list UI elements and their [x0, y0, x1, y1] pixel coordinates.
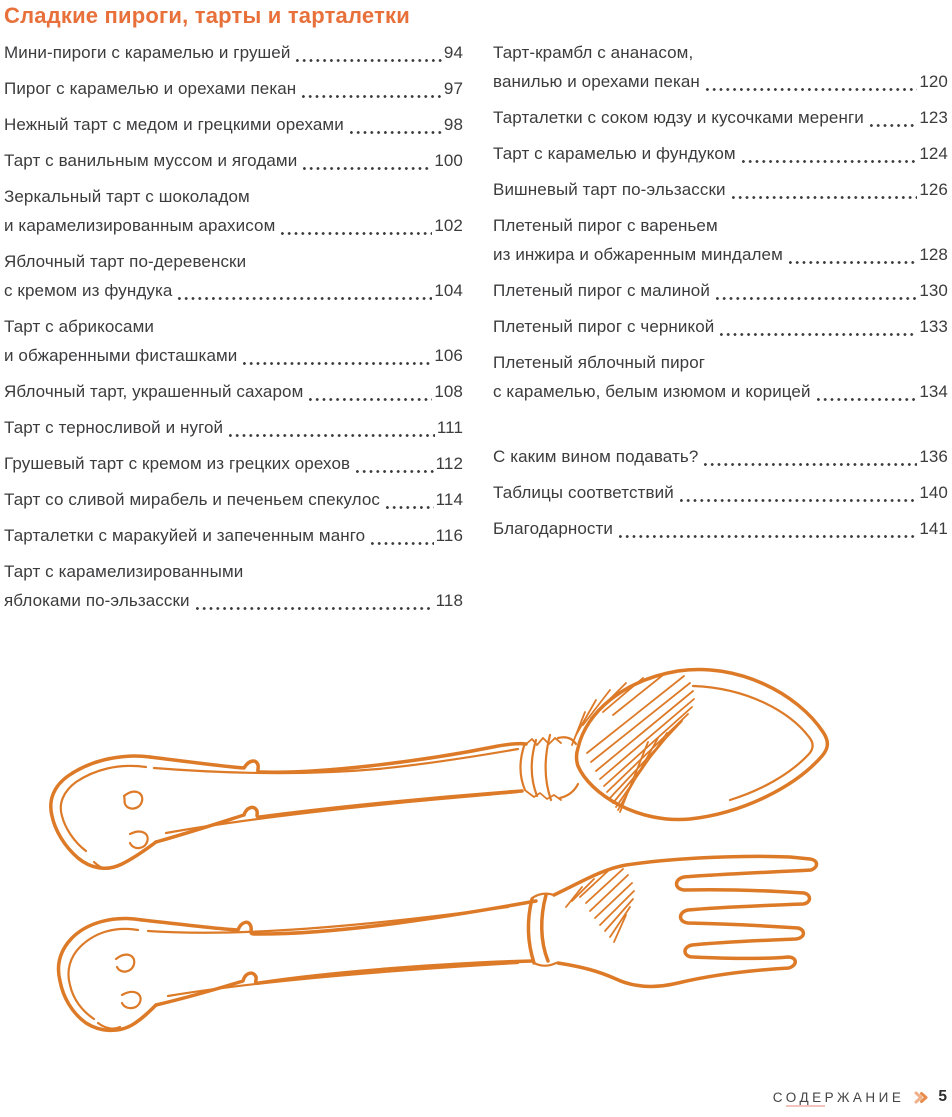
toc-right-column: [493, 2, 948, 622]
toc-entry: [4, 521, 463, 550]
dot-leader: [716, 297, 917, 300]
toc-entry-title: Благодарности: [493, 519, 614, 538]
fork-illustration: [38, 853, 838, 1073]
toc-entry-page: 116: [435, 526, 463, 545]
dot-leader: [742, 160, 918, 163]
toc-entry-title-line: Зеркальный тарт с шоколадом: [4, 187, 250, 206]
toc-entry-page: 141: [919, 519, 948, 538]
dot-leader: [229, 434, 435, 437]
toc-entry-title: Тарталетки с соком юдзу и кусочками меренги: [493, 108, 864, 127]
dot-leader: [281, 232, 432, 235]
toc-entry-title: с кремом из фундука: [4, 281, 173, 300]
toc-entry: [4, 377, 463, 406]
toc-entry: [4, 110, 463, 139]
dot-leader: [789, 261, 917, 264]
dot-leader: [178, 297, 432, 300]
toc-entry: [493, 276, 948, 305]
toc-entry-title: Яблочный тарт, украшенный сахаром: [4, 382, 304, 401]
toc-entry-title: с карамелью, белым изюмом и корицей: [493, 382, 811, 401]
toc-entry-page: 98: [443, 115, 463, 134]
toc-entry-page: 97: [443, 79, 463, 98]
toc-entry-page: 136: [919, 447, 948, 466]
toc-entry-title: Плетеный пирог с малиной: [493, 281, 710, 300]
toc-entry-title: Тарт со сливой мирабель и печеньем спекулос: [4, 490, 381, 509]
dot-leader: [732, 196, 918, 199]
toc-entry: [493, 38, 948, 96]
toc-entry-title: Тарт с карамелью и фундуком: [493, 144, 736, 163]
dot-leader: [870, 124, 917, 127]
toc-entry-page: 126: [919, 180, 948, 199]
toc-entry-title-line: Тарт с абрикосами: [4, 317, 154, 336]
toc-entry-title: яблоками по-эльзасски: [4, 591, 190, 610]
dot-leader: [356, 470, 433, 473]
toc-entry-title-line: Тарт с карамелизированными: [4, 562, 244, 581]
toc-entry-page: 118: [435, 591, 463, 610]
dot-leader: [371, 542, 433, 545]
toc-entry-page: 124: [919, 144, 948, 163]
page-footer: [773, 1088, 948, 1106]
toc-entry-page: 102: [434, 216, 463, 235]
toc-entry-title: Тарт с терносливой и нугой: [4, 418, 224, 437]
toc-entry-page: 114: [435, 490, 463, 509]
dot-leader: [196, 607, 434, 610]
toc-entry: [493, 139, 948, 168]
toc-entry-title-line: Тарт-крамбл с ананасом,: [493, 43, 694, 62]
toc-entry-title-line: Яблочный тарт по-деревенски: [4, 252, 247, 271]
toc-entry-page: 134: [919, 382, 948, 401]
toc-entry-page: 111: [436, 418, 463, 437]
toc-entry: [4, 557, 463, 615]
toc-entry: [4, 247, 463, 305]
dot-leader: [386, 506, 434, 509]
toc-entry-page: 120: [919, 72, 948, 91]
toc-entry: [493, 514, 948, 543]
dot-leader: [350, 131, 442, 134]
toc-entry-title: и обжаренными фисташками: [4, 346, 238, 365]
toc-entry-page: 133: [919, 317, 948, 336]
dot-leader: [296, 59, 441, 62]
spoon-illustration: [38, 650, 838, 882]
toc-entry-title: Тарталетки с маракуйей и запеченным манго: [4, 526, 366, 545]
toc-entry: [4, 146, 463, 175]
toc-entry: [493, 442, 948, 471]
page-number: 5: [938, 1088, 948, 1105]
toc-entry: [4, 38, 463, 67]
toc-entry-page: 100: [434, 151, 463, 170]
toc-entry: [4, 74, 463, 103]
toc-entry-title: ванилью и орехами пекан: [493, 72, 700, 91]
toc-entry-title: Плетеный пирог с черникой: [493, 317, 715, 336]
toc-entry: [4, 182, 463, 240]
toc-left-column: [4, 2, 463, 622]
chevron-right-icon: [913, 1090, 929, 1105]
toc-entry-title-line: Плетеный пирог с вареньем: [493, 216, 718, 235]
toc-entry-title: Тарт с ванильным муссом и ягодами: [4, 151, 298, 170]
dot-leader: [619, 535, 917, 538]
toc-entry: [4, 413, 463, 442]
toc-entry-page: 128: [919, 245, 948, 264]
toc-entry-page: 104: [434, 281, 463, 300]
dot-leader: [302, 95, 442, 98]
toc-left-list: [4, 38, 463, 615]
section-heading: Сладкие пироги, тарты и тарталетки: [4, 3, 410, 28]
dot-leader: [704, 463, 917, 466]
toc-entry-page: 140: [919, 483, 948, 502]
toc-entry-title: из инжира и обжаренным миндалем: [493, 245, 783, 264]
toc-entry-page: 106: [434, 346, 463, 365]
toc-entry: [4, 449, 463, 478]
toc-entry-title: Таблицы соответствий: [493, 483, 674, 502]
toc-back-matter-list: [493, 442, 948, 543]
toc-entry-title-line: Плетеный яблочный пирог: [493, 353, 706, 372]
toc-entry: [493, 175, 948, 204]
toc-entry-page: 108: [434, 382, 463, 401]
toc-entry-title: и карамелизированным арахисом: [4, 216, 276, 235]
dot-leader: [720, 333, 917, 336]
dot-leader: [706, 88, 917, 91]
toc-entry: [493, 478, 948, 507]
dot-leader: [817, 398, 918, 401]
toc-entry: [4, 485, 463, 514]
toc-entry-page: 112: [435, 454, 463, 473]
dot-leader: [309, 398, 432, 401]
dot-leader: [680, 499, 918, 502]
toc-entry: [493, 103, 948, 132]
dot-leader: [243, 362, 432, 365]
toc-entry-title: Грушевый тарт с кремом из грецких орехов: [4, 454, 351, 473]
toc-entry: [493, 348, 948, 406]
toc-entry-page: 94: [443, 43, 463, 62]
toc-entry-page: 130: [919, 281, 948, 300]
dot-leader: [303, 167, 432, 170]
toc-entry: [4, 312, 463, 370]
footer-section-label: СОДЕРЖАНИЕ: [772, 1089, 905, 1105]
toc-entry-title: Мини-пироги с карамелью и грушей: [4, 43, 291, 62]
toc-entry: [493, 312, 948, 341]
toc-right-list: [493, 38, 948, 406]
toc-entry-title: Нежный тарт с медом и грецкими орехами: [4, 115, 344, 134]
toc-entry-page: 123: [919, 108, 948, 127]
toc-entry-title: Вишневый тарт по-эльзасски: [493, 180, 726, 199]
toc-entry-title: Пирог с карамелью и орехами пекан: [4, 79, 297, 98]
toc-entry-title: С каким вином подавать?: [493, 447, 699, 466]
toc-entry: [493, 211, 948, 269]
